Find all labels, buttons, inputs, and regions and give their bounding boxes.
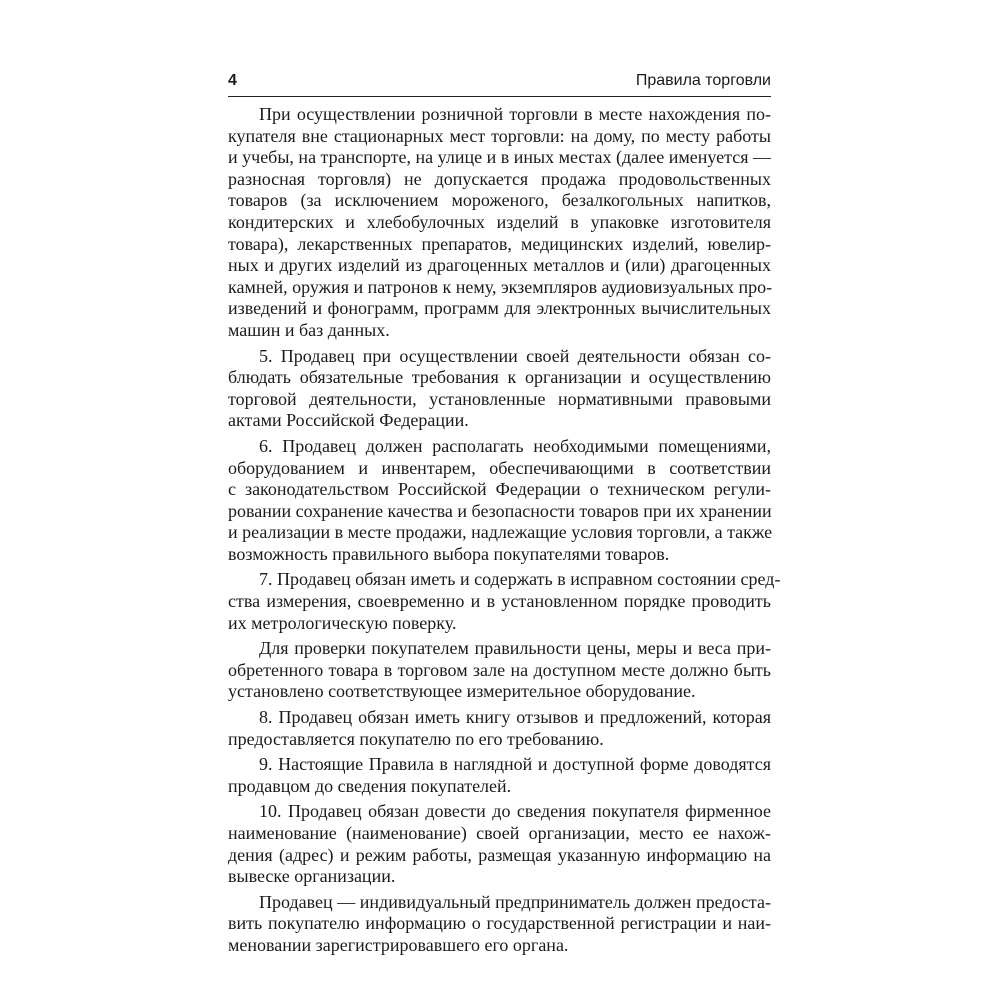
text-line: ных и других изделий из драгоценных металлов и (или) драгоценных (228, 255, 771, 276)
paragraph (228, 104, 771, 342)
text-line: наименование (наименование) своей организации, место ее нахож- (228, 823, 771, 843)
text-line: 7. Продавец обязан иметь и содержать в исправном состоянии сред- (259, 569, 781, 590)
paragraph (228, 638, 771, 703)
text-line: вить покупателю информацию о государственной регистрации и наи- (228, 913, 771, 934)
paragraph (228, 801, 771, 887)
text-line: и учебы, на транспорте, на улице и в иных местах (далее именуется — (228, 147, 771, 168)
text-line: вывеске организации. (228, 866, 396, 887)
text-line: Для проверки покупателем правильности цены, меры и веса при- (259, 638, 771, 659)
text-line: их метрологическую поверку. (228, 612, 457, 633)
running-title: Правила торговли (635, 72, 771, 89)
text-line: дения (адрес) и режим работы, размещая указанную информацию на (228, 844, 771, 865)
text-line: Продавец — индивидуальный предприниматель должен предоста- (259, 891, 771, 912)
text-line: 10. Продавец обязан довести до сведения покупателя фирменное (259, 801, 771, 822)
text-line: актами Российской Федерации. (228, 410, 469, 431)
text-line: 9. Настоящие Правила в наглядной и доступной форме доводятся (259, 754, 771, 775)
paragraph (228, 754, 771, 797)
page-number: 4 (228, 72, 237, 89)
document-body (228, 104, 781, 961)
paragraph (228, 707, 771, 750)
text-line: 5. Продавец при осуществлении своей деятельности обязан со- (259, 345, 771, 366)
paragraph (228, 892, 771, 957)
text-line: купателя вне стационарных мест торговли: на дому, по месту работы (228, 125, 771, 146)
paragraph (228, 346, 771, 432)
text-line: торговой деятельности, установленные нормативными правовыми (228, 388, 771, 409)
text-line: обретенного товара в торговом зале на доступном месте должно быть (228, 659, 771, 680)
text-line: предоставляется покупателю по его требованию. (228, 728, 604, 749)
text-line: При осуществлении розничной торговли в месте нахождения по- (259, 104, 771, 124)
paragraph (228, 436, 771, 566)
text-line: продавцом до сведения покупателей. (228, 775, 512, 796)
text-line: изведений и фонограмм, программ для электронных вычислительных (228, 298, 771, 319)
text-line: возможность правильного выбора покупателями товаров. (228, 543, 670, 564)
text-line: кондитерских и хлебобулочных изделий в упаковке изготовителя (228, 211, 771, 232)
text-line: меновании зарегистрировавшего его органа. (228, 934, 569, 955)
text-line: ства измерения, своевременно и в установленном порядке проводить (228, 591, 771, 612)
text-line: с законодательством Российской Федерации о техническом регули- (228, 479, 771, 500)
text-line: блюдать обязательные требования к организации и осуществлению (228, 367, 771, 388)
page-header (228, 66, 771, 97)
paragraph (228, 569, 781, 634)
text-line: разносная торговля) не допускается продажа продовольственных (228, 168, 771, 189)
text-line: ровании сохранение качества и безопасности товаров при их хранении (228, 500, 772, 521)
text-line: камней, оружия и патронов к нему, экземпляров аудиовизуальных про- (228, 276, 773, 297)
text-line: 8. Продавец обязан иметь книгу отзывов и предложений, которая (259, 707, 771, 728)
text-line: установлено соответствующее измерительное оборудование. (228, 681, 696, 702)
text-line: оборудованием и инвентарем, обеспечивающими в соответствии (228, 457, 771, 478)
text-line: 6. Продавец должен располагать необходимыми помещениями, (259, 435, 771, 456)
text-line: машин и баз данных. (228, 319, 390, 340)
text-line: и реализации в месте продажи, надлежащие условия торговли, а также (228, 522, 773, 543)
text-line: товара), лекарственных препаратов, медицинских изделий, ювелир- (228, 233, 771, 254)
text-line: товаров (за исключением мороженого, безалкогольных напитков, (228, 190, 771, 211)
